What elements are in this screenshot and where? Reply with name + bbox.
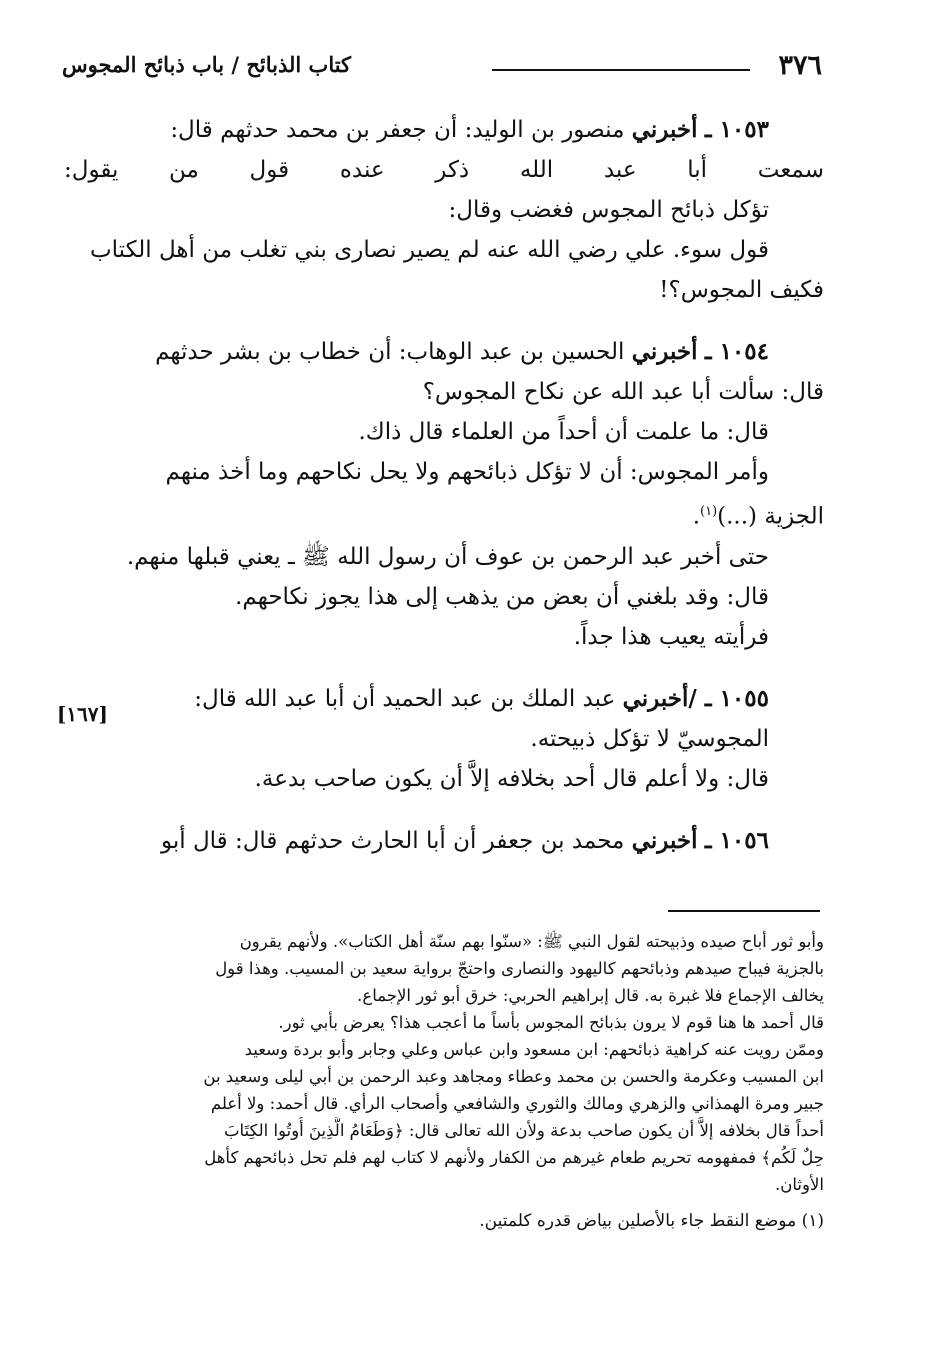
page-number: ٣٧٦ (778, 50, 822, 81)
hadith-line: الجزية (...)$^{(١)}$. (692, 503, 824, 530)
hadith-line: قال: وقد بلغني أن بعض من يذهب إلى هذا يجوز نكاحهم. (235, 583, 769, 610)
running-title: كتاب الذبائح / باب ذبائح المجوس (62, 52, 352, 77)
header-rule (492, 69, 750, 71)
hadith-text: منصور بن الوليد: أن جعفر بن محمد حدثهم قال: (170, 117, 632, 143)
main-text (64, 110, 824, 883)
footnote-reference: (١) (700, 504, 718, 519)
footnote-line: الأوثان. (775, 1175, 824, 1194)
hadith-number: ١٠٥٥ ـ / (688, 684, 769, 712)
footnote-line: وممّن رويت عنه كراهية ذبائحهم: ابن مسعود وابن عباس وعلي وجابر وأبو بردة وسعيد (244, 1040, 824, 1059)
hadith-1055 (64, 679, 824, 799)
hadith-text: الجزية (...) (717, 503, 824, 530)
akhbarani-word: أخبرني (631, 116, 698, 143)
footnotes (62, 928, 824, 1235)
hadith-text: محمد بن جعفر أن أبا الحارث حدثهم قال: قال أبو (160, 827, 632, 854)
footnote-commentary (62, 928, 824, 1198)
footnote-line: أحداً قال بخلافه إلاَّ أن يكون صاحب بدعة ولأن الله تعالى قال: ﴿وَطَعَامُ الَّذِينَ أُوتُوا الكِتَابَ (223, 1121, 824, 1140)
hadith-line: وأمر المجوس: أن لا تؤكل ذبائحهم ولا يحل نكاحهم وما أخذ منهم (165, 459, 769, 485)
hadith-text: الحسين بن عبد الوهاب: أن خطاب بن بشر حدثهم (155, 339, 632, 365)
hadith-line (64, 332, 824, 372)
hadith-number: ١٠٥٤ ـ (704, 338, 769, 365)
footnote-line: قال أحمد ها هنا قوم لا يرون بذبائح المجوس بأساً ما أعجب هذا؟ يعرض بأبي ثور. (278, 1013, 824, 1032)
footnote-1 (62, 1208, 824, 1235)
footnote-line: حِلٌ لَكُم﴾ فمفهومه تحريم طعام غيرهم من الكفار ولأنهم لا كتاب لهم فلم تحل ذبائحهم كأهل (204, 1148, 824, 1167)
hadith-line: قال: سألت أبا عبد الله عن نكاح المجوس؟ (422, 379, 824, 405)
page-header (62, 50, 822, 90)
akhbarani-word: أخبرني (631, 826, 698, 854)
footnote-line: (١) موضع النقط جاء بالأصلين بياض قدره كلمتين. (479, 1211, 824, 1231)
hadith-1056 (64, 821, 824, 861)
hadith-line: فرأيته يعيب هذا جداً. (573, 623, 769, 650)
hadith-line: سمعت أبا عبد الله ذكر عنده قول من يقول: (64, 157, 824, 183)
hadith-number: ١٠٥٦ ـ (704, 826, 769, 854)
hadith-1053 (64, 110, 824, 310)
akhbarani-word: أخبرني (622, 684, 689, 712)
footnote-line: يخالف الإجماع فلا غبرة به. قال إبراهيم الحربي: خرق أبو ثور الإجماع. (357, 986, 824, 1005)
hadith-line: قول سوء. علي رضي الله عنه لم يصير نصارى بني تغلب من أهل الكتاب (90, 237, 769, 263)
hadith-line: حتى أخبر عبد الرحمن بن عوف أن رسول الله ﷺ ـ يعني قبلها منهم. (126, 543, 769, 570)
hadith-number: ١٠٥٣ ـ (704, 116, 769, 143)
hadith-line (64, 679, 824, 719)
akhbarani-word: أخبرني (631, 338, 698, 365)
hadith-line (64, 821, 824, 861)
margin-reference: [١٦٧] (56, 702, 108, 726)
footnote-separator (668, 910, 820, 912)
hadith-line: فكيف المجوس؟! (659, 277, 824, 303)
hadith-line: قال: ما علمت أن أحداً من العلماء قال ذاك. (358, 419, 769, 445)
footnote-line: وأبو ثور أباح صيده وذبيحته لقول النبي ﷺ: «سنّوا بهم سنّة أهل الكتاب». ولأنهم يقرون (239, 932, 824, 951)
footnote-line: جبير ومرة الهمذاني والزهري ومالك والثوري والشافعي وأصحاب الرأي. قال أحمد: ولا أعلم (210, 1094, 824, 1113)
footnote-line: ابن المسيب وعكرمة والحسن بن محمد وعطاء ومجاهد وعبد الرحمن بن أبي ليلى وسعيد بن (203, 1067, 824, 1086)
hadith-line (64, 110, 824, 150)
hadith-1054 (64, 332, 824, 657)
footnote-line: بالجزية فيباح صيدهم وذبائحهم كاليهود والنصارى واحتجّ برواية سعيد بن المسيب. وهذا قول (215, 959, 824, 978)
hadith-line: قال: ولا أعلم قال أحد بخلافه إلاَّ أن يكون صاحب بدعة. (254, 765, 769, 792)
hadith-line: تؤكل ذبائح المجوس فغضب وقال: (448, 197, 769, 223)
hadith-line: المجوسيّ لا تؤكل ذبيحته. (530, 725, 769, 752)
hadith-text: عبد الملك بن عبد الحميد أن أبا عبد الله قال: (194, 685, 623, 712)
